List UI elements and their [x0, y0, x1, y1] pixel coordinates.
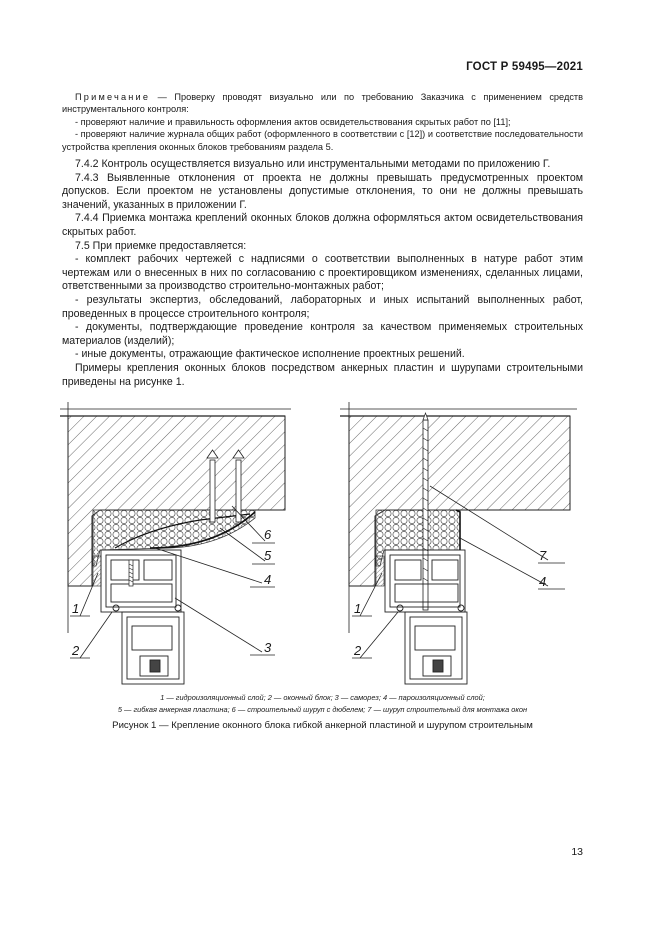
right-detail [340, 402, 577, 684]
page-number: 13 [571, 846, 583, 858]
construction-screw [423, 413, 428, 610]
window-frame [101, 550, 184, 684]
paragraph: 7.5 При приемке предоставляется: [75, 239, 247, 252]
note-item: - проверяют наличие журнала общих работ (оформленного в соответствии с [12]) и соответствие последовательности устройства крепления оконных блоков требованиям раздела 5. [62, 129, 583, 152]
label-2: 2 [354, 643, 362, 658]
window-mounting-figure [0, 398, 661, 688]
left-detail [60, 402, 291, 684]
figure-legend-line-2: 5 — гибкая анкерная пластина; 6 — строительный шуруп с дюбелем; 7 — шуруп строительный для монтажа окон [117, 705, 528, 714]
foam-layer [376, 510, 460, 566]
paragraph: - результаты экспертиз, обследований, лабораторных и иных испытаний выполненных работ, проведенных в процессе строительного контроля; [62, 293, 583, 320]
label-7: 7 [539, 548, 547, 563]
label-6: 6 [264, 527, 272, 542]
paragraph: - комплект рабочих чертежей с надписями о соответствии выполненных в натуре работ этим чертежам или о внесенных в них по согласованию с проектировщиком изменениях, сделанных лицами, ответственными за производство строительно-монтажных работ; [62, 253, 583, 293]
label-1: 1 [354, 601, 362, 616]
self-tapping-screw [129, 560, 133, 586]
paragraph: 7.4.4 Приемка монтажа креплений оконных блоков должна оформляться актом освидетельствования скрытых работ. [62, 212, 583, 238]
paragraph: 7.4.2 Контроль осуществляется визуально или инструментальными методами по приложению Г. [75, 158, 551, 170]
note-block [62, 91, 583, 153]
body-text [62, 158, 583, 389]
label-3: 3 [264, 640, 272, 655]
label-4: 4 [264, 572, 272, 587]
note-lead: — Проверку проводят визуально или по требованию Заказчика с применением средств инструментального контроля: [62, 92, 583, 115]
foam-layer [93, 510, 255, 566]
label-4: 4 [539, 574, 547, 589]
figure-caption: Рисунок 1 — Крепление оконного блока гибкой анкерной пластиной и шурупом строительным [112, 720, 533, 731]
label-2: 2 [72, 643, 80, 658]
label-1: 1 [72, 601, 80, 616]
note-item: - проверяют наличие и правильность оформления актов освидетельствования скрытых работ по [11]; [75, 116, 511, 127]
waterproof-layer [376, 556, 384, 586]
paragraph: 7.4.3 Выявленные отклонения от проекта не должны превышать предусмотренных проектом допусков. Если проектом не установлены допустимые отклонения, то они не должны превышать значений, указанных в приложении Г. [62, 171, 583, 211]
figure-legend-line-1: 1 — гидроизоляционный слой; 2 — оконный блок; 3 — саморез; 4 — пароизоляционный слой; [160, 693, 485, 702]
paragraph: - документы, подтверждающие проведение контроля за качеством применяемых строительных материалов (изделий); [62, 321, 583, 347]
paragraph: - иные документы, отражающие фактическое исполнение проектных решений. [75, 348, 465, 361]
standard-header: ГОСТ Р 59495—2021 [466, 61, 583, 73]
note-label: Примечание [75, 92, 151, 102]
paragraph: Примеры крепления оконных блоков посредством анкерных пластин и шурупами строительными приведены на рисунке 1. [62, 361, 583, 388]
label-5: 5 [264, 548, 272, 563]
